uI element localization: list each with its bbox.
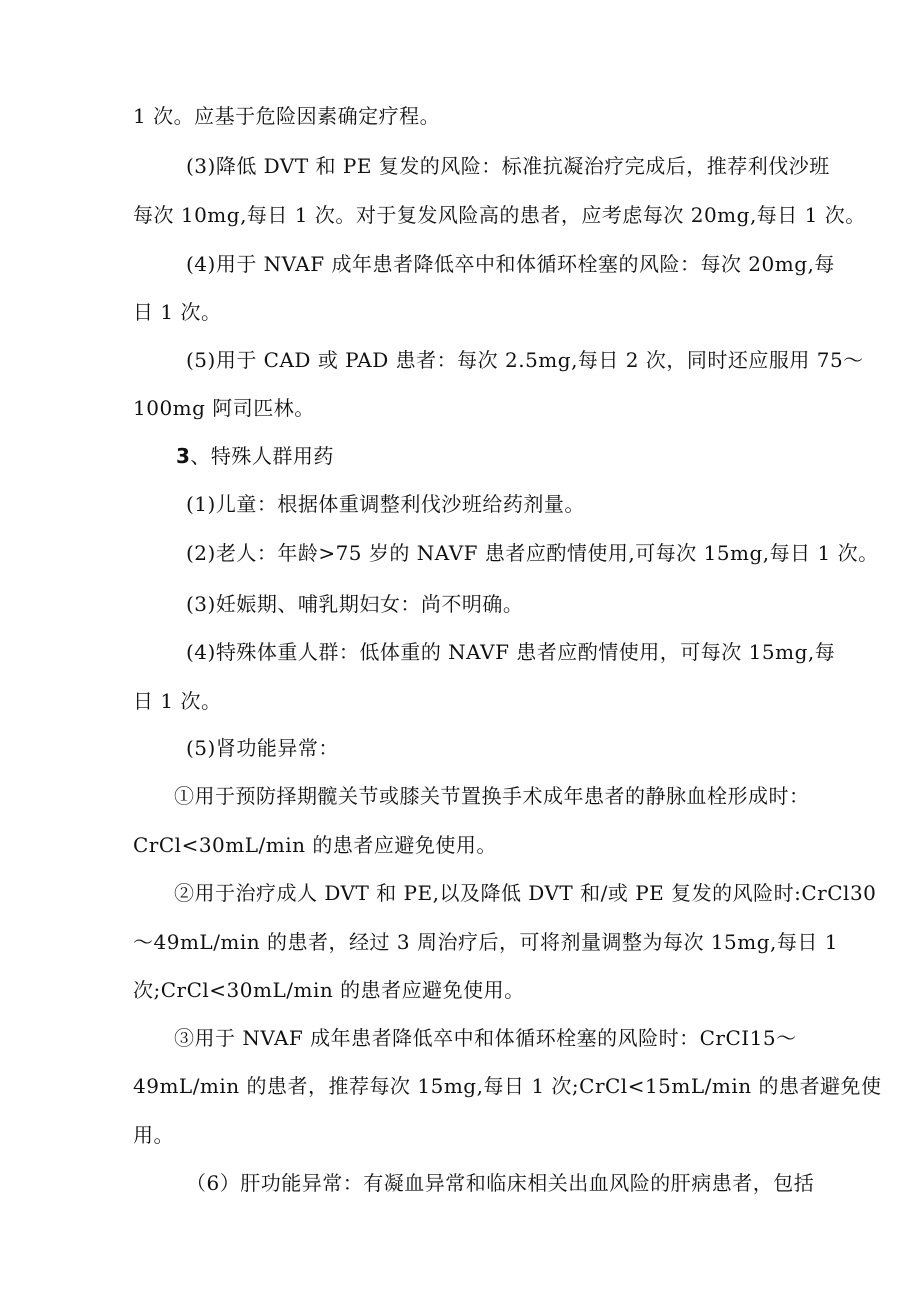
text-line: （6）肝功能异常：有凝血异常和临床相关出血风险的肝病患者，包括 (186, 1171, 815, 1195)
text-line: (3)降低 DVT 和 PE 复发的风险：标准抗凝治疗完成后，推荐利伐沙班 (186, 154, 830, 178)
text-line: 49mL/min 的患者，推荐每次 15mg,每日 1 次;CrCl<15mL/min 的患者避免使 (133, 1074, 882, 1098)
text-line: 100mg 阿司匹林。 (133, 396, 315, 420)
text-line: ～49mL/min 的患者，经过 3 周治疗后，可将剂量调整为每次 15mg,每日 1 (133, 930, 838, 954)
text-line: (3)妊娠期、哺乳期妇女：尚不明确。 (186, 592, 524, 616)
text-line: 1 次。应基于危险因素确定疗程。 (133, 104, 441, 128)
text-line: (2)老人：年龄>75 岁的 NAVF 患者应酌情使用,可每次 15mg,每日 1 次。 (186, 541, 879, 565)
text-line: (1)儿童：根据体重调整利伐沙班给药剂量。 (186, 492, 585, 516)
section-heading (176, 443, 334, 469)
text-line: 每次 10mg,每日 1 次。对于复发风险高的患者，应考虑每次 20mg,每日 1 次。 (133, 203, 866, 227)
text-line: 日 1 次。 (133, 689, 222, 713)
text-line: 次;CrCl<30mL/min 的患者应避免使用。 (133, 978, 525, 1002)
text-line: ①用于预防择期髋关节或膝关节置换手术成年患者的静脉血栓形成时： (174, 784, 810, 808)
text-line: (5)肾功能异常： (186, 736, 339, 760)
text-line: CrCl<30mL/min 的患者应避免使用。 (133, 833, 497, 857)
text-line: (5)用于 CAD 或 PAD 患者：每次 2.5mg,每日 2 次，同时还应服用 75～ (186, 348, 864, 372)
text-line: 用。 (133, 1123, 174, 1147)
section-heading-number: 3 (176, 444, 191, 468)
text-line: (4)用于 NVAF 成年患者降低卒中和体循环栓塞的风险：每次 20mg,每 (186, 252, 835, 276)
text-line: ③用于 NVAF 成年患者降低卒中和体循环栓塞的风险时：CrCI15～ (174, 1026, 797, 1050)
section-heading-text: 、特殊人群用药 (190, 444, 334, 468)
text-line: ②用于治疗成人 DVT 和 PE,以及降低 DVT 和/或 PE 复发的风险时:CrCl30 (174, 881, 877, 905)
text-line: (4)特殊体重人群：低体重的 NAVF 患者应酌情使用，可每次 15mg,每 (186, 640, 836, 664)
text-line: 日 1 次。 (133, 300, 222, 324)
